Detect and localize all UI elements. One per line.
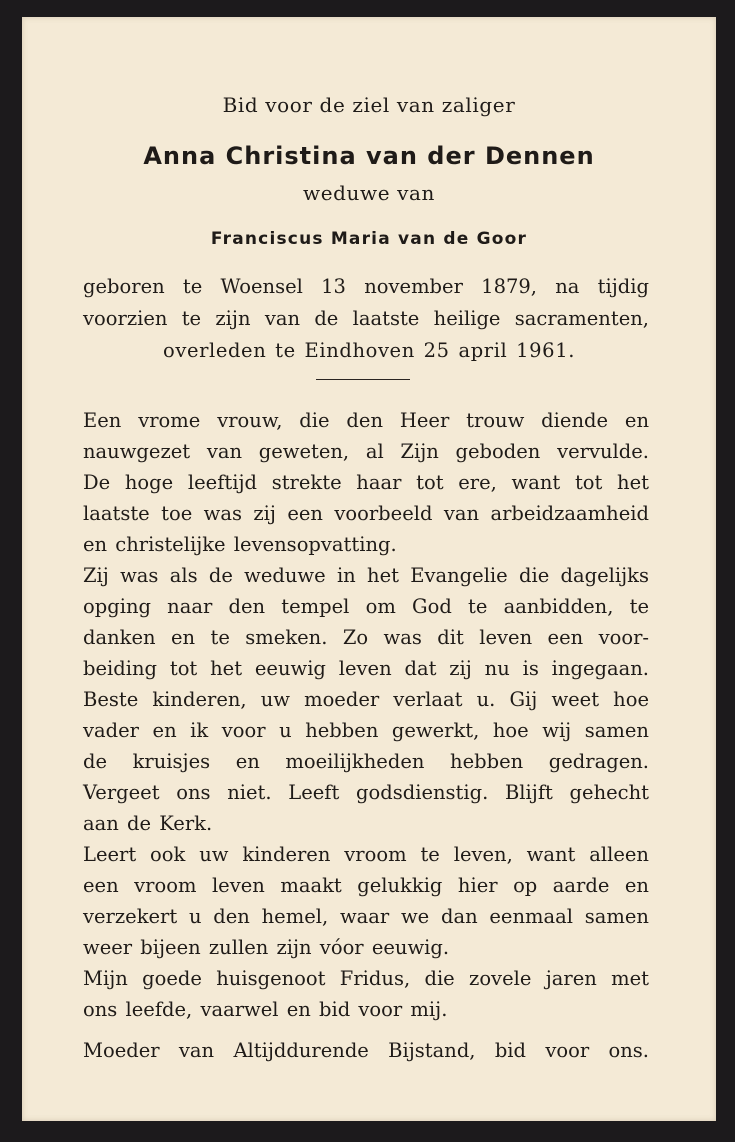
body-line: nauwgezet van geweten, al Zijn geboden vervulde. <box>83 440 649 463</box>
body-line: opging naar den tempel om God te aanbidden, te <box>83 595 649 618</box>
body-line: aan de Kerk. <box>83 812 213 835</box>
body-line: beiding tot het eeuwig leven dat zij nu is ingegaan. <box>83 657 649 680</box>
body-line: een vroom leven maakt gelukkig hier op aarde en <box>83 874 649 897</box>
body-line: verzekert u den hemel, waar we dan eenmaal samen <box>83 905 649 928</box>
body-line: De hoge leeftijd strekte haar tot ere, want tot het <box>83 471 649 494</box>
body-line: vader en ik voor u hebben gewerkt, hoe wij samen <box>83 719 649 742</box>
body-line: laatste toe was zij een voorbeeld van arbeidzaamheid <box>83 502 649 525</box>
prayer-line: Bid voor de ziel van zaliger <box>222 93 516 117</box>
body-line: Mijn goede huisgenoot Fridus, die zovele jaren met <box>83 967 649 990</box>
body-line: weer bijeen zullen zijn vóor eeuwig. <box>83 936 450 959</box>
body-line: ons leefde, vaarwel en bid voor mij. <box>83 998 448 1021</box>
body-line: Een vrome vrouw, die den Heer trouw diende en <box>83 409 649 432</box>
birth-line: geboren te Woensel 13 november 1879, na tijdig <box>83 275 649 298</box>
body-line: en christelijke levensopvatting. <box>83 533 397 556</box>
widow-of-line: weduwe van <box>302 181 436 205</box>
sacraments-line: voorzien te zijn van de laatste heilige sacramenten, <box>83 307 649 330</box>
body-line: Vergeet ons niet. Leeft godsdienstig. Blijft gehecht <box>83 781 649 804</box>
body-line: Zij was als de weduwe in het Evangelie die dagelijks <box>83 564 649 587</box>
memorial-card <box>22 17 716 1121</box>
body-line: danken en te smeken. Zo was dit leven een voor- <box>83 626 649 649</box>
body-line: Leert ook uw kinderen vroom te leven, want alleen <box>83 843 649 866</box>
death-line: overleden te Eindhoven 25 april 1961. <box>162 339 575 362</box>
body-line: de kruisjes en moeilijkheden hebben gedragen. <box>83 750 649 773</box>
closing-prayer: Moeder van Altijddurende Bijstand, bid voor ons. <box>83 1039 649 1062</box>
husband-name: Franciscus Maria van de Goor <box>210 229 528 249</box>
divider-rule <box>316 379 410 380</box>
deceased-name: Anna Christina van der Dennen <box>143 142 595 170</box>
body-line: Beste kinderen, uw moeder verlaat u. Gij weet hoe <box>83 688 649 711</box>
